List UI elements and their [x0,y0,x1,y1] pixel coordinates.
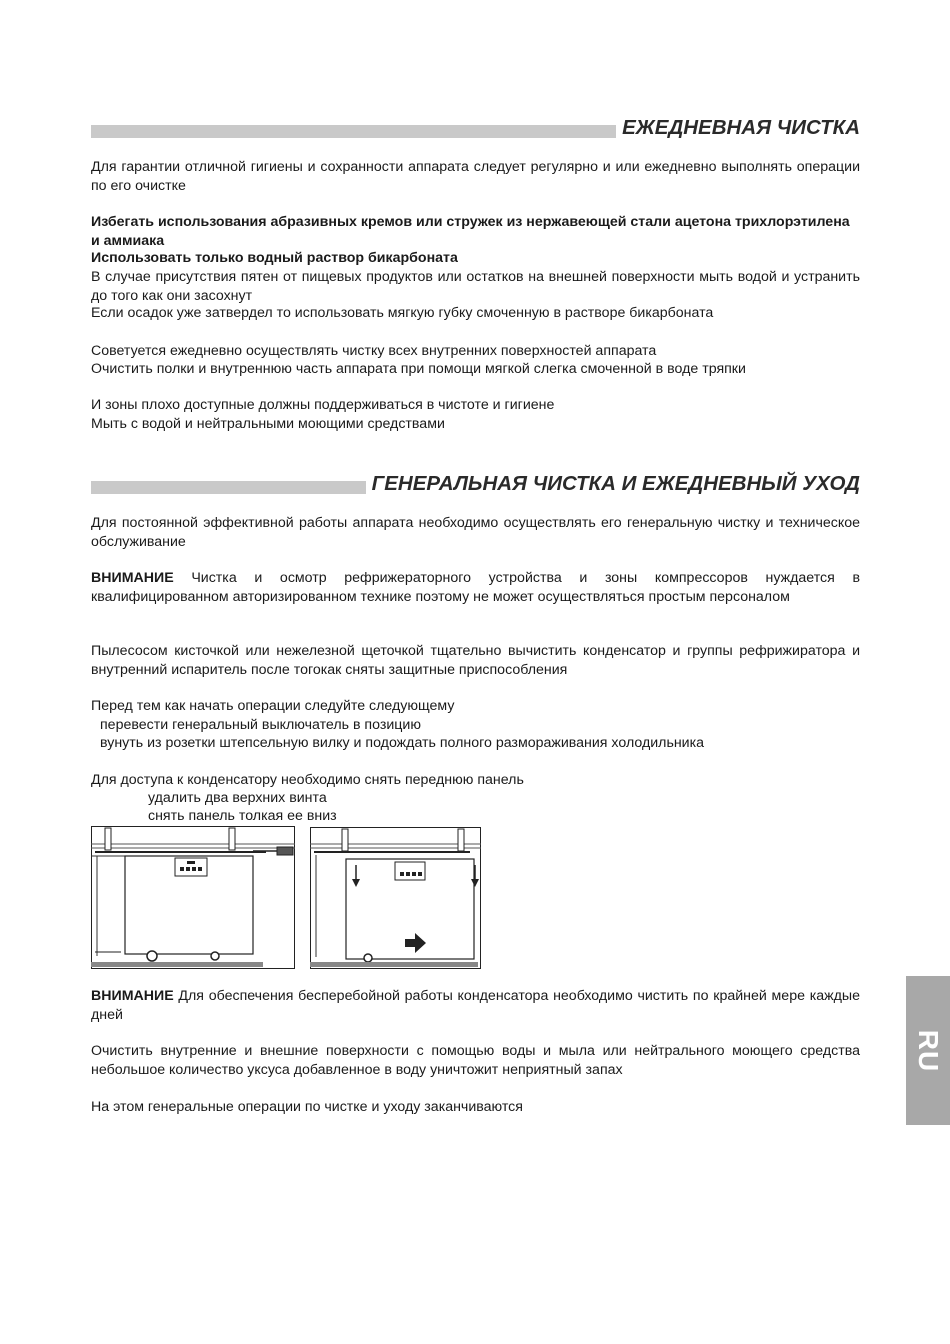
wash-line: Мыть с водой и нейтральными моющими средствами [91,416,445,432]
intro-paragraph: Для гарантии отличной гигиены и сохранности аппарата следует регулярно и или ежедневно выполнять операции по его очистке [91,159,860,194]
access-line: Для доступа к конденсатору необходимо снять переднюю панель [91,772,524,788]
section-title: ГЕНЕРАЛЬНАЯ ЧИСТКА И ЕЖЕДНЕВНЫЙ УХОД [366,472,860,496]
figure-remove-panel [310,827,481,969]
attention-label: ВНИМАНИЕ [91,570,174,586]
section-title: ЕЖЕДНЕВНАЯ ЧИСТКА [616,116,860,140]
language-tab [906,976,950,1125]
end-line: На этом генеральные операции по чистке и уходу заканчиваются [91,1099,523,1115]
general-intro-paragraph: Для постоянной эффективной работы аппарата необходимо осуществлять его генеральную чистку и техническое обслуживание [91,515,860,550]
language-label: RU [913,1029,944,1072]
vacuum-paragraph: Пылесосом кисточкой или нежелезной щеточкой тщательно вычистить конденсатор и группы рефрижиратора и внутренний испаритель после тогокак сняты защитные приспособления [91,643,860,678]
figure-remove-screws [91,826,295,969]
attention2-paragraph [91,987,860,1024]
daily-cleaning-line: Советуется ежедневно осуществлять чистку всех внутренних поверхностей аппарата [91,343,657,359]
clean-paragraph: Очистить внутренние и внешние поверхности с помощью воды и мыла или нейтрального моющего средства небольшое количество уксуса добавленное в воду уничтожит неприятный запах [91,1043,860,1078]
section-header-daily [91,116,860,140]
zones-line: И зоны плохо доступные должны поддерживаться в чистоте и гигиене [91,397,555,413]
before-line: Перед тем как начать операции следуйте следующему [91,698,455,714]
step-switch: перевести генеральный выключатель в позицию [100,717,421,733]
warning-bicarbonate: Использовать только водный раствор бикарбоната [91,250,458,266]
attention-text: Чистка и осмотр рефрижераторного устройства и зоны компрессоров нуждается в квалифицированном авторизированном технике поэтому не может осуществляться простым персоналом [91,570,860,605]
attention-label: ВНИМАНИЕ [91,988,174,1004]
hardened-paragraph: Если осадок уже затвердел то использовать мягкую губку смоченную в растворе бикарбоната [91,305,714,321]
shelves-cleaning-line: Очистить полки и внутреннюю часть аппарата при помощи мягкой слегка смоченной в воде тряпки [91,361,746,377]
substep-panel: снять панель толкая ее вниз [148,808,337,824]
stains-paragraph: В случае присутствия пятен от пищевых продуктов или остатков на внешней поверхности мыть водой и устранить до того как они засохнут [91,269,860,304]
warning-abrasives: Избегать использования абразивных кремов или стружек из нержавеющей стали ацетона трихлорэтилена и аммиака [91,214,850,249]
substep-screws: удалить два верхних винта [148,790,327,806]
attention-paragraph [91,569,860,606]
step-unplug: вунуть из розетки штепсельную вилку и подождать полного размораживания холодильника [100,735,705,751]
section-header-general [91,472,860,496]
attention2-text: Для обеспечения бесперебойной работы конденсатора необходимо чистить по крайней мере каждые дней [91,988,860,1023]
